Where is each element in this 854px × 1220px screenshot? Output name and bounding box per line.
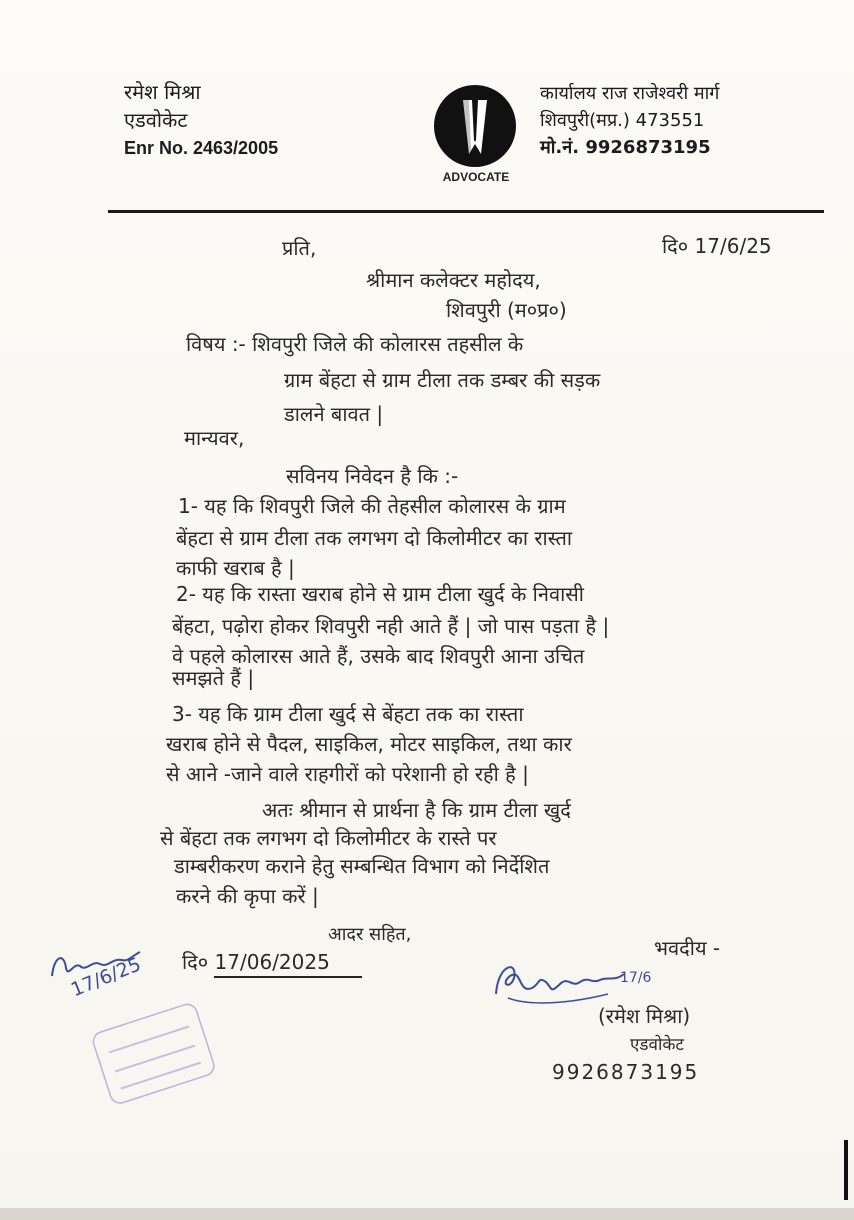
salutation: मान्यवर, [184,426,245,450]
intro-line: सविनय निवेदन है कि :- [286,464,459,488]
office-receipt-stamp [88,1000,217,1110]
para-2-line-3: वे पहले कोलारस आते हैं, उसके बाद शिवपुरी आना उचित [172,644,585,668]
para-1-line-2: बेंहटा से ग्राम टीला तक लगभग दो किलोमीटर का रास्ता [176,526,573,550]
para-2-line-1: 2- यह कि रास्ता खराब होने से ग्राम टीला खुर्द के निवासी [176,582,584,606]
sign-date: दि० 17/06/2025 [182,950,330,974]
para-3-line-1: 3- यह कि ग्राम टीला खुर्द से बेंहटा तक का रास्ता [172,702,524,726]
request-line-1: अतः श्रीमान से प्रार्थना है कि ग्राम टीला खुर्द [262,798,571,822]
advocate-title: एडवोकेट [124,108,188,132]
signature-date: 17/6 [620,970,652,986]
to-label: प्रति, [282,236,317,260]
yours-faithfully: भवदीय - [654,936,721,960]
advocate-logo-icon [433,84,517,168]
para-1-line-3: काफी खराब है | [176,556,295,580]
letterhead-divider [108,210,824,213]
recipient-line-2: शिवपुरी (म०प्र०) [446,298,567,322]
para-3-line-2: खराब होने से पैदल, साइकिल, मोटर साइकिल, तथा कार [166,732,572,756]
advocate-name: रमेश मिश्रा [124,80,201,104]
para-2-line-2: बेंहटा, पढ़ोरा होकर शिवपुरी नही आते हैं | जो पास पड़ता है | [172,614,610,638]
letterhead-right [540,80,719,161]
scan-edge-mark [844,1140,848,1200]
request-line-2: से बेंहटा तक लगभग दो किलोमीटर के रास्ते पर [160,826,497,850]
sender-name: (रमेश मिश्रा) [598,1004,691,1028]
sender-title: एडवोकेट [630,1035,684,1055]
subject-line-3: डालने बावत | [284,402,384,426]
letterhead-left [124,78,278,162]
received-date: 17/6/25 [67,953,145,1002]
request-line-4: करने की कृपा करें | [176,884,319,908]
subject-line-1: विषय :- शिवपुरी जिले की कोलारस तहसील के [186,332,524,356]
sender-phone: 9926873195 [552,1060,700,1084]
para-3-line-3: से आने -जाने वाले राहगीरों को परेशानी हो रही है | [166,762,529,786]
logo-caption: ADVOCATE [442,170,510,184]
stamp-border-icon [88,999,219,1108]
sign-date-underline [214,976,362,978]
enrollment-number: Enr No. 2463/2005 [124,138,279,158]
office-address-1: कार्यालय राज राजेश्वरी मार्ग [540,83,720,104]
para-1-line-1: 1- यह कि शिवपुरी जिले की तेहसील कोलारस के ग्राम [178,494,566,518]
mobile-number: मो.नं. 9926873195 [540,137,711,158]
office-address-2: शिवपुरी(मप्र.) 473551 [540,110,705,131]
subject-line-2: ग्राम बेंहटा से ग्राम टीला तक डम्बर की सड़क [284,368,601,392]
scan-bottom-edge [0,1208,854,1220]
request-line-3: डाम्बरीकरण कराने हेतु सम्बन्धित विभाग को निर्देशित [174,854,550,878]
para-2-line-4: समझते हैं | [172,666,255,690]
recipient-line-1: श्रीमान कलेक्टर महोदय, [366,268,541,292]
closing: आदर सहित, [328,924,412,945]
letter-date: दि० 17/6/25 [662,234,772,258]
